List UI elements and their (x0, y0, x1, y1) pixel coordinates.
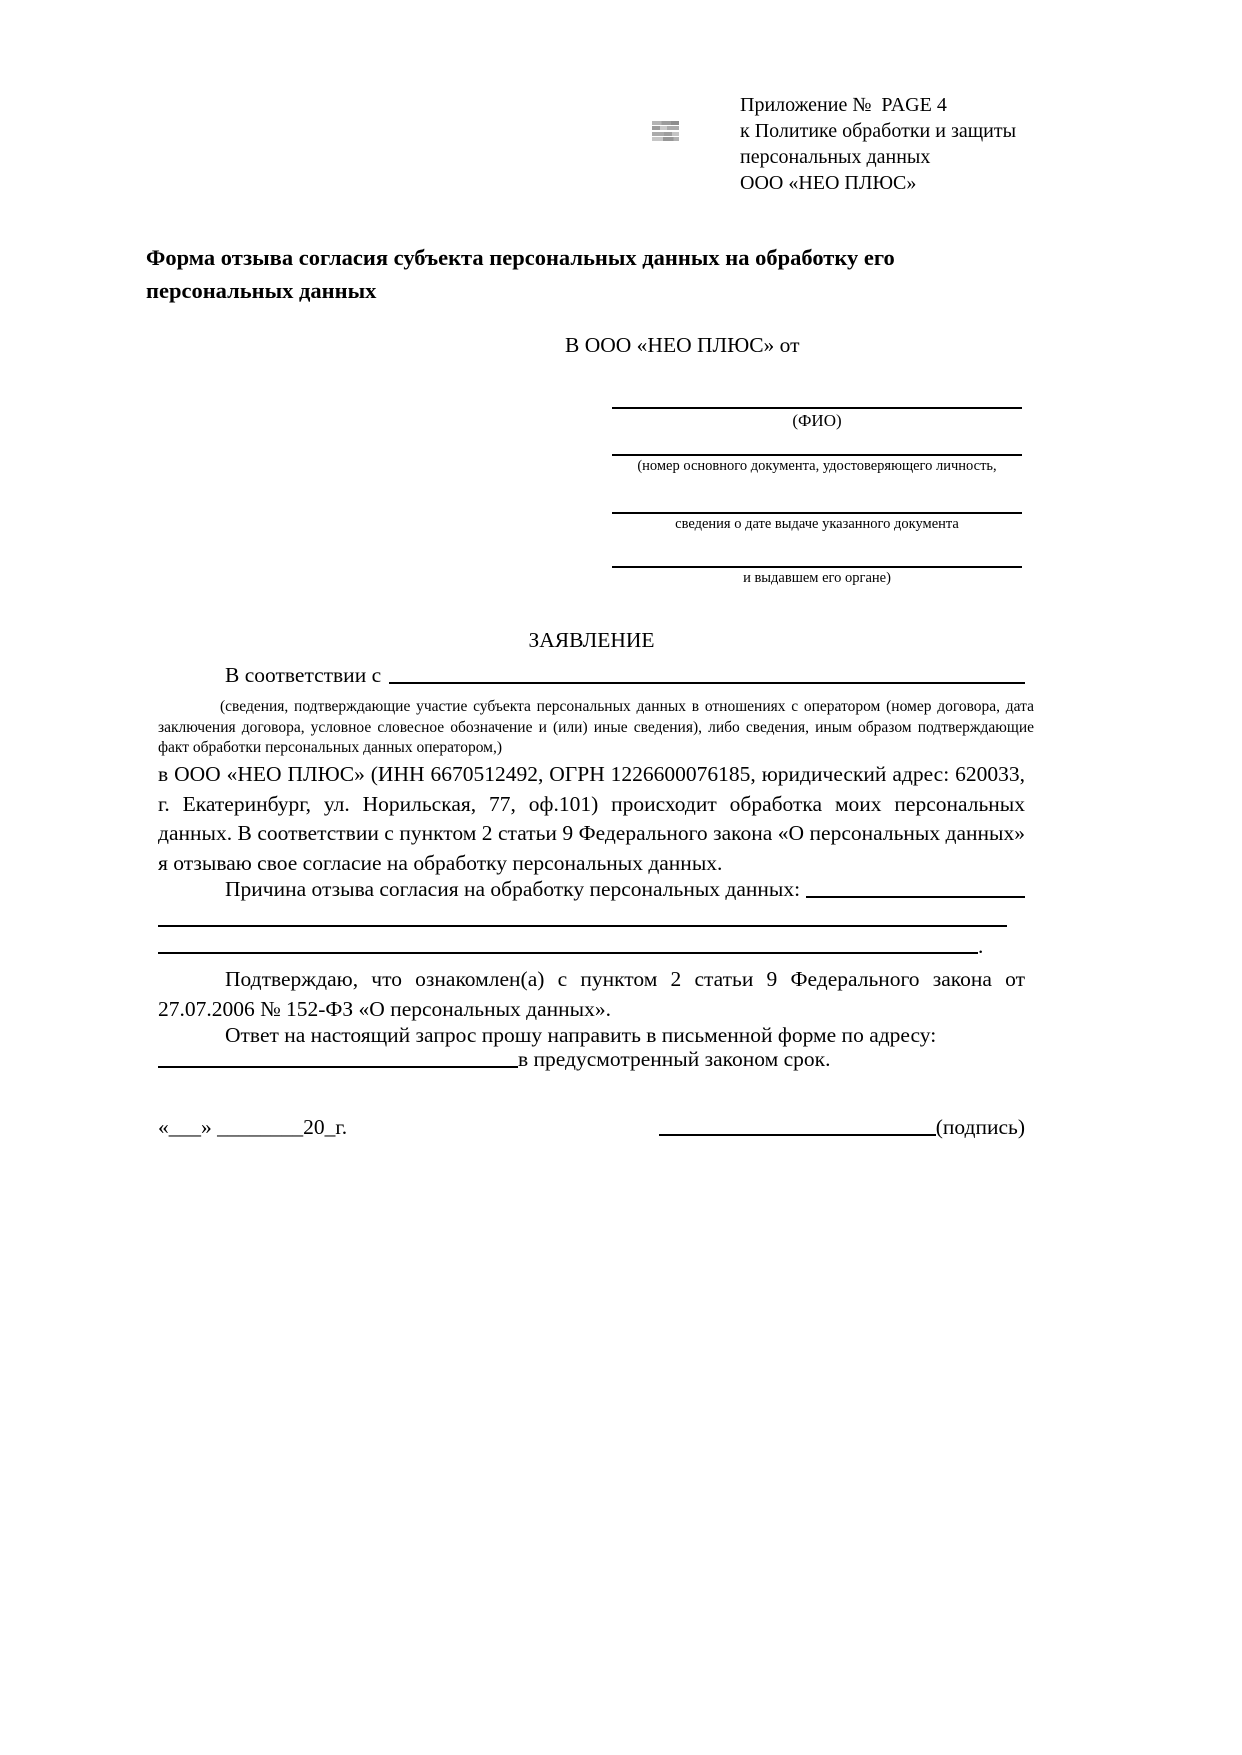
confirm-paragraph: Подтверждаю, что ознакомлен(а) с пунктом 2 статьи 9 Федерального закона от 27.07.2006 № 152-ФЗ «О персональных данных». (158, 967, 1025, 1021)
appendix-company-line: ООО «НЕО ПЛЮС» (740, 172, 917, 194)
issue-date-caption: сведения о дате выдаче указанного документа (675, 516, 959, 532)
doc-number-caption: (номер основного документа, удостоверяющего личность, (637, 458, 997, 474)
signature-group (659, 1115, 1025, 1140)
document-title: Форма отзыва согласия субъекта персональных данных на обработку его персональных данных (146, 245, 895, 303)
icon-stripe (652, 132, 679, 136)
doc-number-blank-line (612, 454, 1022, 456)
date-blank-line: «___» ________20_г. (158, 1115, 348, 1139)
accordance-line (158, 663, 1025, 688)
signature-caption: (подпись) (935, 1115, 1025, 1139)
reply-address-blank-line (158, 1066, 518, 1068)
embedded-object-icon (652, 121, 679, 141)
accordance-prefix: В соответствии с (225, 663, 382, 687)
fio-caption: (ФИО) (792, 411, 842, 430)
reason-blank-line-2 (158, 925, 1007, 927)
reason-blank-line-3 (158, 952, 978, 954)
footnote-text: (сведения, подтверждающие участие субъекта персональных данных в отношениях с оператором (номер договора, дата заключения договора, условное словесное обозначение и (или) иные сведения), либо сведения, иным образом подтверждающие факт обработки персональных данных оператором,) (158, 698, 1034, 756)
accordance-blank-line (389, 682, 1025, 684)
appendix-header (740, 92, 1040, 196)
appendix-policy-line-1: к Политике обработки и защиты (740, 120, 1017, 142)
signature-blank-line (659, 1134, 936, 1136)
reason-label: Причина отзыва согласия на обработку персональных данных: (225, 877, 801, 901)
reason-blank-line-3-row (158, 933, 1025, 959)
appendix-policy-line-2: персональных данных (740, 146, 931, 168)
fio-blank-line (612, 407, 1022, 409)
reply-suffix: в предусмотренный законом срок. (518, 1047, 831, 1071)
reply-address-row (158, 1046, 1025, 1072)
icon-stripe (652, 121, 679, 125)
issue-org-caption: и выдавшем его органе) (743, 570, 891, 586)
recipient-to-line: В ООО «НЕО ПЛЮС» от (565, 333, 800, 357)
appendix-number-line: Приложение № PAGE 4 (740, 94, 947, 116)
reason-line (158, 877, 1025, 902)
icon-stripe (652, 137, 679, 141)
issue-date-blank-line (612, 512, 1022, 514)
issue-org-blank-line (612, 566, 1022, 568)
reason-blank-line (806, 896, 1025, 898)
statement-heading: ЗАЯВЛЕНИЕ (528, 628, 655, 652)
reply-request-line: Ответ на настоящий запрос прошу направить в письменной форме по адресу: (225, 1023, 937, 1047)
icon-stripe (652, 126, 679, 130)
date-signature-row (158, 1112, 1025, 1140)
statement-body: в ООО «НЕО ПЛЮС» (ИНН 6670512492, ОГРН 1226600076185, юридический адрес: 620033, г. Екатеринбург, ул. Норильская, 77, оф.101) происходит обработка моих персональных данных. В соответствии с пунктом 2 статьи 9 Федерального закона «О персональных данных» я отзываю свое согласие на обработку персональных данных. (158, 762, 1025, 875)
blank-line-terminator: . (978, 934, 984, 958)
